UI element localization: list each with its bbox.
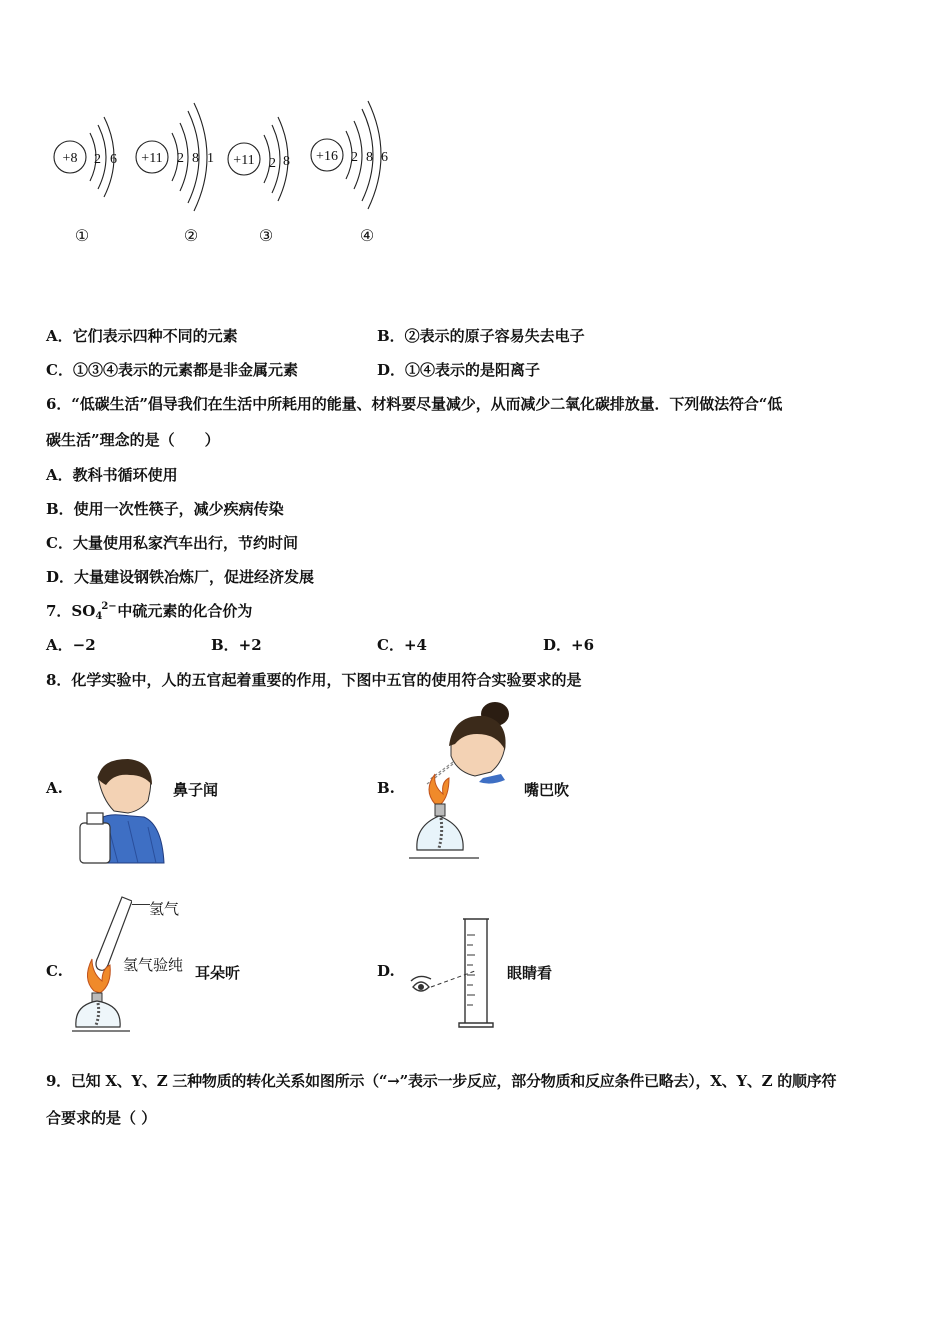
nucleus-charge: +11 bbox=[233, 153, 255, 168]
q7-option-b: B．+2 bbox=[211, 636, 262, 654]
shell-electrons: 6 bbox=[110, 152, 117, 167]
q8-option-c-caption: 耳朵听 bbox=[195, 964, 241, 982]
q6-stem-line1: 6．“低碳生活”倡导我们在生活中所耗用的能量、材料要尽量减少，从而减少二氧化碳排放量．下列做法符合“低 bbox=[46, 395, 783, 413]
shell-electrons: 2 bbox=[94, 152, 101, 167]
q8-option-d-caption: 眼睛看 bbox=[507, 964, 553, 982]
pointer-line bbox=[132, 904, 150, 905]
q9-stem-line1: 9．已知 X、Y、Z 三种物质的转化关系如图所示（“→”表示一步反应，部分物质和反应条件已略去），X、Y、Z 的顺序符 bbox=[46, 1072, 837, 1090]
q6-option-a: A．教科书循环使用 bbox=[46, 466, 178, 484]
nucleus-charge: +16 bbox=[316, 149, 338, 164]
shell-electrons: 8 bbox=[192, 151, 199, 166]
diagram-label: ④ bbox=[359, 228, 375, 245]
q6-stem-line2: 碳生活”理念的是（ ） bbox=[46, 431, 220, 449]
q7-stem bbox=[46, 601, 252, 621]
q8-option-a-caption: 鼻子闻 bbox=[173, 781, 219, 799]
q8-option-b-caption: 嘴巴吹 bbox=[524, 781, 570, 799]
q8-option-d-letter: D. bbox=[377, 962, 395, 980]
diagram-label: ③ bbox=[258, 228, 274, 245]
atom-structure-diagrams bbox=[40, 95, 420, 265]
q8-option-b-letter: B. bbox=[377, 779, 395, 797]
q6-option-c: C．大量使用私家汽车出行，节约时间 bbox=[46, 534, 298, 552]
q5-option-c: C．①③④表示的元素都是非金属元素 bbox=[46, 361, 298, 379]
nucleus-charge: +11 bbox=[141, 151, 163, 166]
girl-blowing-lamp-image bbox=[405, 700, 520, 865]
q7-superscript: 2− bbox=[101, 601, 117, 612]
q8-option-c-letter: C. bbox=[46, 962, 63, 980]
hydrogen-purity-test-label: 氢气验纯 bbox=[123, 956, 184, 974]
nucleus-charge: +8 bbox=[62, 151, 78, 166]
q8-option-a-letter: A. bbox=[46, 779, 63, 797]
diagram-label: ② bbox=[183, 228, 199, 245]
q8-stem: 8．化学实验中，人的五官起着重要的作用，下图中五官的使用符合实验要求的是 bbox=[46, 671, 582, 689]
q5-option-b: B．②表示的原子容易失去电子 bbox=[377, 327, 585, 345]
diagram-label: ① bbox=[74, 228, 90, 245]
hydrogen-label: 氢气 bbox=[149, 900, 180, 918]
eye-reading-cylinder-image bbox=[405, 915, 505, 1030]
q7-subscript: 4 bbox=[95, 611, 103, 622]
q7-option-c: C．+4 bbox=[377, 636, 427, 654]
q7-stem-prefix: 7．SO bbox=[46, 602, 96, 620]
shell-electrons: 2 bbox=[269, 156, 276, 171]
shell-electrons: 2 bbox=[351, 150, 358, 165]
shell-electrons: 8 bbox=[283, 154, 290, 169]
shell-electrons: 2 bbox=[177, 151, 184, 166]
shell-electrons: 6 bbox=[381, 150, 388, 165]
q6-option-d: D．大量建设钢铁冶炼厂，促进经济发展 bbox=[46, 568, 315, 586]
q7-option-d: D．+6 bbox=[543, 636, 595, 654]
shell-electrons: 8 bbox=[366, 150, 373, 165]
q7-stem-suffix: 中硫元素的化合价为 bbox=[117, 602, 253, 620]
q5-option-a: A．它们表示四种不同的元素 bbox=[46, 327, 238, 345]
boy-smelling-bottle-image bbox=[78, 755, 170, 865]
q7-option-a: A．−2 bbox=[46, 636, 96, 654]
q5-option-d: D．①④表示的是阳离子 bbox=[377, 361, 541, 379]
q6-option-b: B．使用一次性筷子，减少疾病传染 bbox=[46, 500, 284, 518]
q9-stem-line2: 合要求的是（ ） bbox=[46, 1109, 157, 1127]
shell-electrons: 1 bbox=[207, 151, 214, 166]
